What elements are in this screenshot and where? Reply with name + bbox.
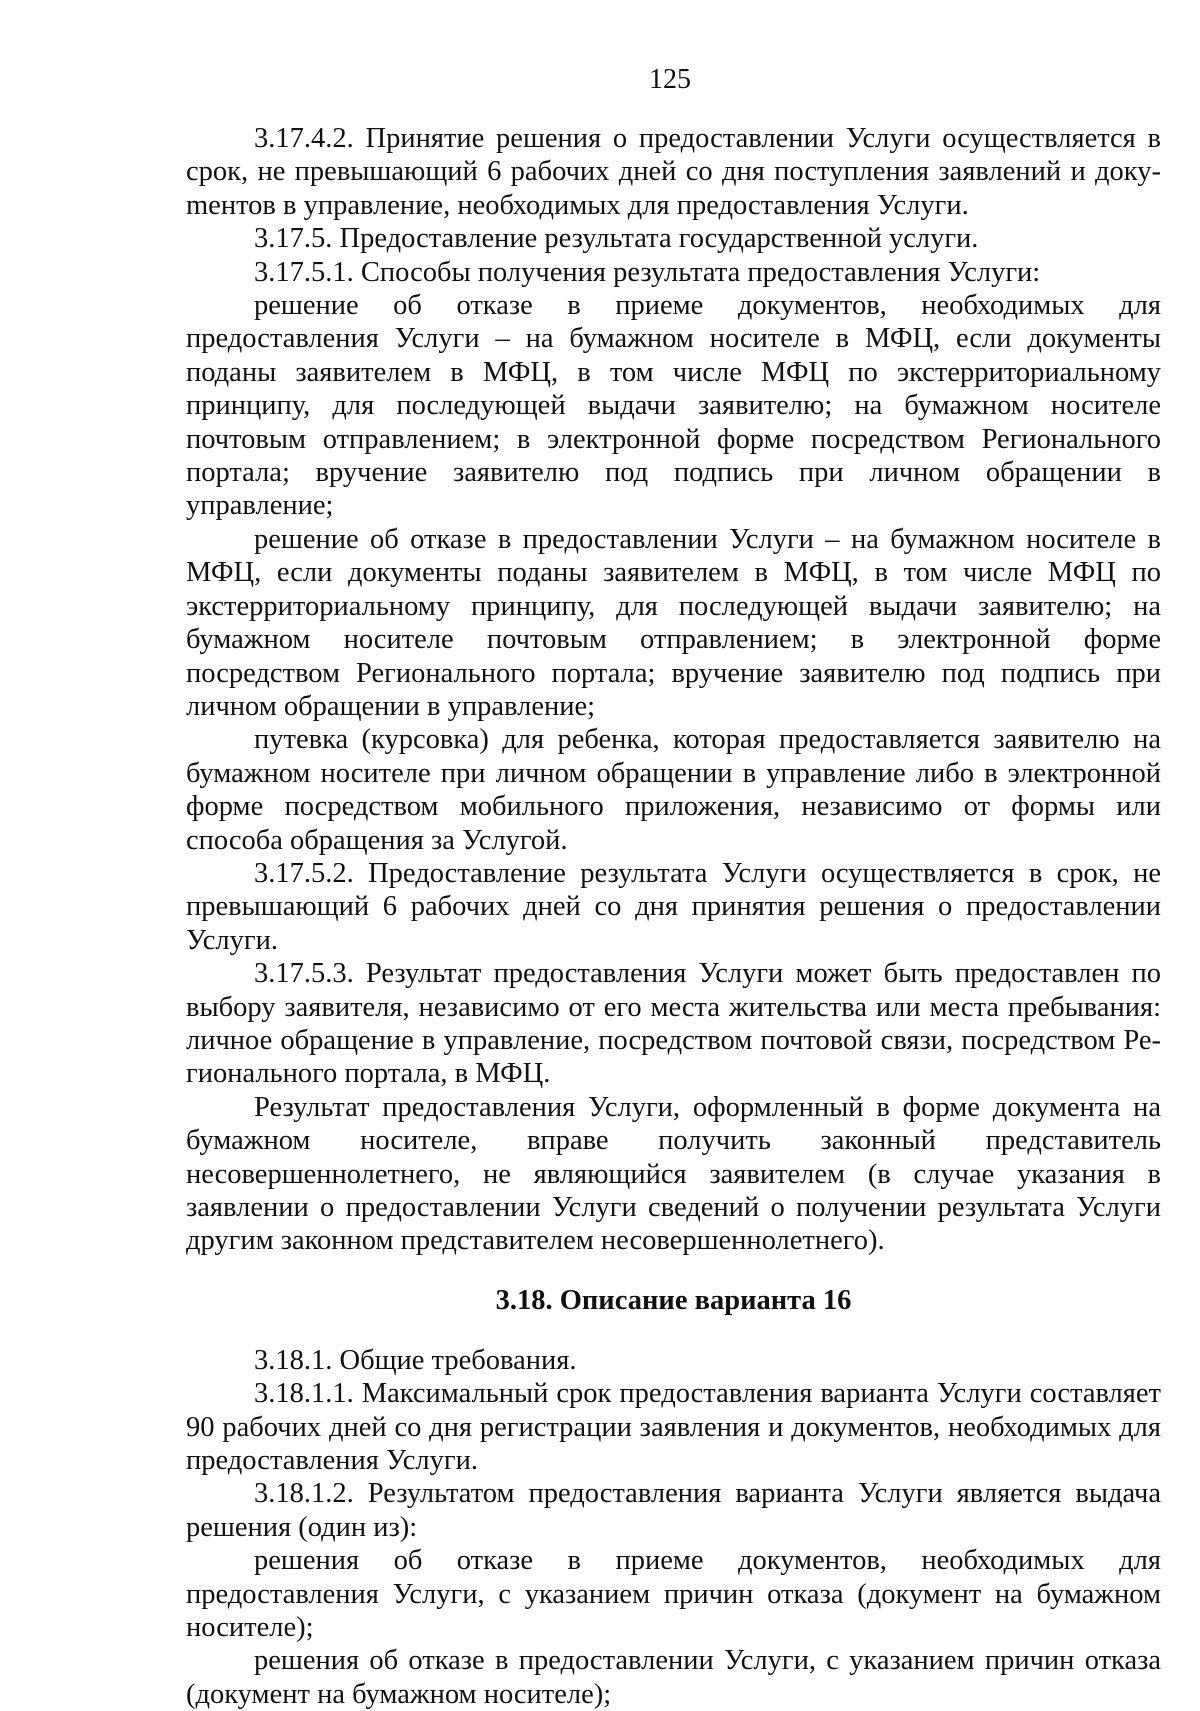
- page-number: 125: [649, 64, 691, 95]
- paragraph: решения об отказе в приеме документов, необходимых для предоставления Услуги, с указанием причин отказа (документ на бумажном носителе);: [186, 1545, 1161, 1644]
- paragraph: 3.18.1.2. Результатом предоставления варианта Услуги является выдача решения (один из):: [186, 1478, 1161, 1543]
- paragraph: 3.17.5.1. Способы получения результата предоставления Услуги:: [254, 256, 1041, 288]
- paragraph: решение об отказе в предоставлении Услуги – на бумажном носителе в МФЦ, если документы поданы заявителем в МФЦ, в том числе МФЦ по экстерриториальному принципу, для последующей выдачи заявителю; на бумажном носителе почтовым отправлением; в электронной форме посредством Регионального портала; вручение заявителю под подпись при личном обращении в управление;: [186, 523, 1161, 722]
- document-body: [186, 122, 1161, 1711]
- paragraph: 3.17.5.3. Результат предоставления Услуги может быть предоставлен по выбору заявителя, независимо от его места жительства или места пребывания: личное обращение в управление, посредством почтовой связи, посредством Регионального портала, в МФЦ.: [186, 958, 1161, 1090]
- section-heading: 3.18. Описание варианта 16: [495, 1284, 852, 1316]
- paragraph: 3.18.1. Общие требования.: [254, 1344, 577, 1376]
- paragraph: 3.18.1.1. Максимальный срок предоставления варианта Услуги составляет 90 рабочих дней со дня регистрации заявления и документов, необходимых для предоставления Услуги.: [186, 1378, 1161, 1477]
- paragraph: решения об отказе в предоставлении Услуги, с указанием причин отказа (документ на бумажном носителе);: [186, 1645, 1161, 1710]
- paragraph: 3.17.5. Предоставление результата государственной услуги.: [254, 223, 979, 255]
- paragraph: 3.17.5.2. Предоставление результата Услуги осуществляется в срок, не превышающий 6 рабочих дней со дня принятия решения о предоставлении Услуги.: [186, 857, 1161, 956]
- paragraph: путевка (курсовка) для ребенка, которая предоставляется заявителю на бумажном носителе при личном обращении в управление либо в электронной форме посредством мобильного приложения, независимо от формы или способа обращения за Услугой.: [186, 724, 1161, 856]
- paragraph: решение об отказе в приеме документов, необходимых для предоставления Услуги – на бумажном носителе в МФЦ, если документы поданы заявителем в МФЦ, в том числе МФЦ по экстерриториальному принципу, для последующей выдачи заявителю; на бумажном носителе почтовым отправлением; в электронной форме посредством Регионального портала; вручение заявителю под подпись при личном обращении в управление;: [186, 290, 1161, 522]
- paragraph: 3.17.4.2. Принятие решения о предоставлении Услуги осуществляется в срок, не превышающий 6 рабочих дней со дня поступления заявлений и докуmентов в управление, необходимых для предоставления Услуги.: [186, 123, 1161, 221]
- paragraph: Результат предоставления Услуги, оформленный в форме документа на бумажном носителе, вправе получить законный представитель несовершеннолетнего, не являющийся заявителем (в случае указания в заявлении о предоставлении Услуги сведений о получении результата Услуги другим законном представителем несовершеннолетнего).: [186, 1091, 1161, 1257]
